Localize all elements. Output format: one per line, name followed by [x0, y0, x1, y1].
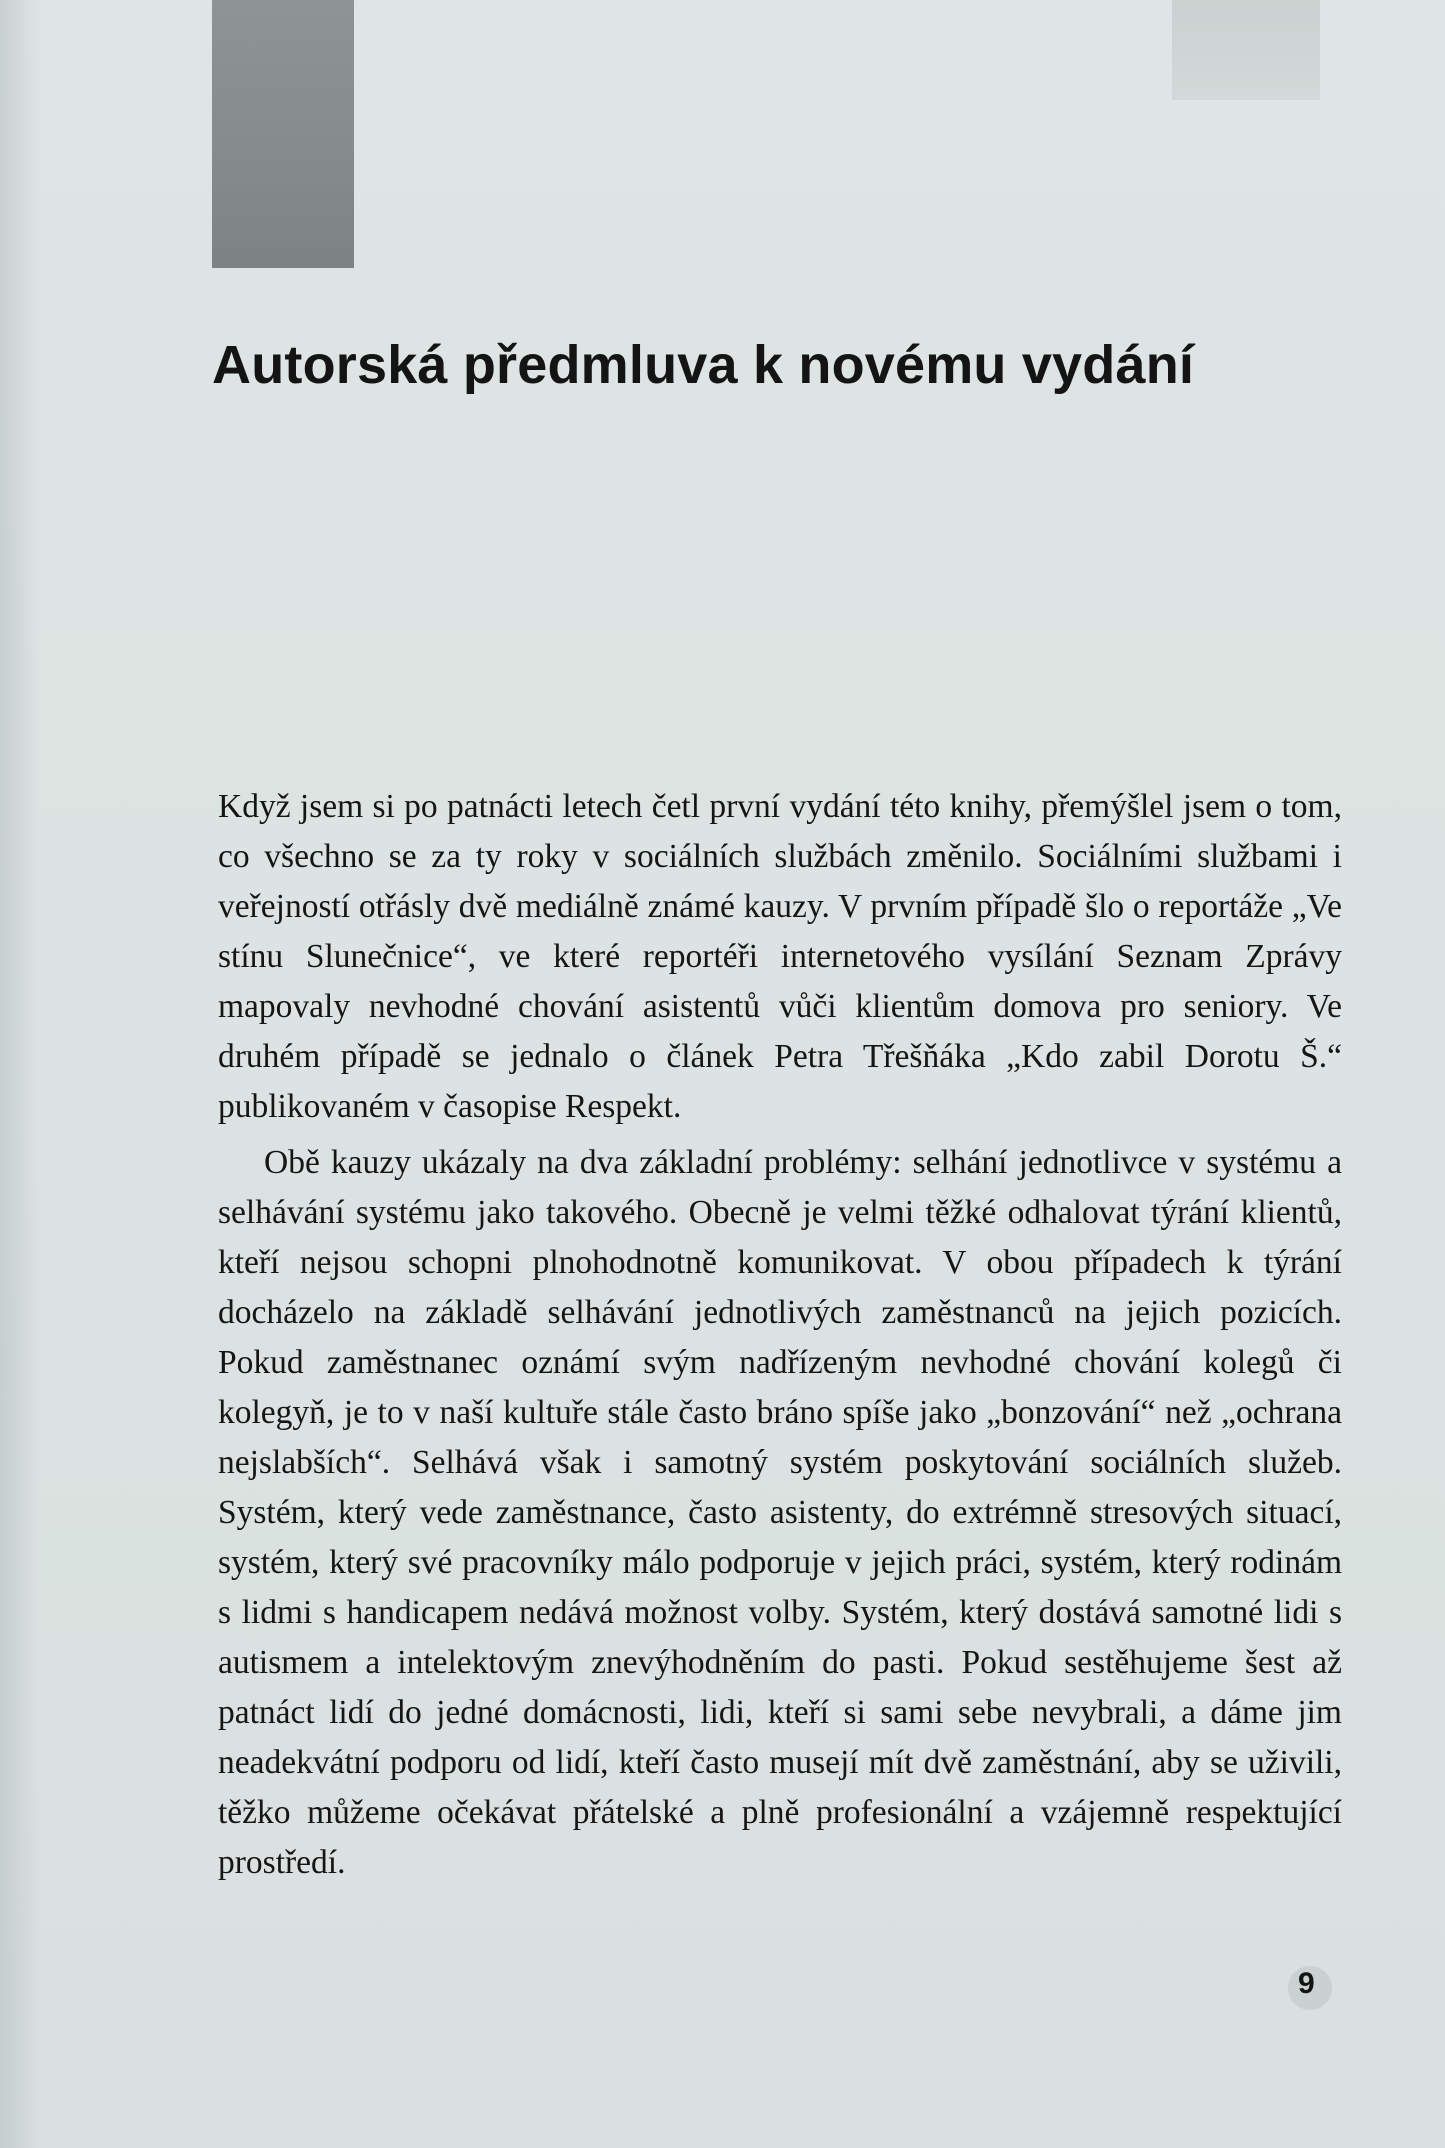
paragraph-1: Když jsem si po patnácti letech četl první vydání této knihy, přemýšlel jsem o tom, co všechno se za ty roky v sociálních službách změnilo. Sociálními službami i veřejností otřásly dvě mediálně známé kauzy. V prvním případě šlo o reportáže „Ve stínu Slunečnice“, ve které reportéři internetového vysílání Seznam Zprávy mapovaly nevhodné chování asistentů vůči klientům domova pro seniory. Ve druhém případě se jednalo o článek Petra Třešňáka „Kdo zabil Dorotu Š.“ publikovaném v časopise Respekt.	[218, 788, 1342, 1125]
page-number: 9	[1298, 1967, 1315, 2000]
body-text	[218, 782, 1342, 1888]
chapter-title: Autorská předmluva k novému vydání	[212, 335, 1195, 395]
page-corner-decoration	[1172, 0, 1320, 100]
chapter-marker-bar	[212, 0, 354, 268]
page-edge-shadow	[0, 0, 40, 2148]
paragraph-2: Obě kauzy ukázaly na dva základní problémy: selhání jednotlivce v systému a selhávání systému jako takového. Obecně je velmi těžké odhalovat týrání klientů, kteří nejsou schopni plnohodnotně komunikovat. V obou případech k týrání docházelo na základě selhávání jednotlivých zaměstnanců na jejich pozicích. Pokud zaměstnanec oznámí svým nadřízeným nevhodné chování kolegů či kolegyň, je to v naší kultuře stále často bráno spíše jako „bonzování“ než „ochrana nejslabších“. Selhává však i samotný systém poskytování sociálních služeb. Systém, který vede zaměstnance, často asistenty, do extrémně stresových situací, systém, který své pracovníky málo podporuje v jejich práci, systém, který rodinám s lidmi s handicapem nedává možnost volby. Systém, který dostává samotné lidi s autismem a intelektovým znevýhodněním do pasti. Pokud sestěhujeme šest až patnáct lidí do jedné domácnosti, lidi, kteří si sami sebe nevybrali, a dáme jim neadekvátní podporu od lidí, kteří často musejí mít dvě zaměstnání, aby se uživili, těžko můžeme očekávat přátelské a plně profesionální a vzájemně respektující prostředí.	[218, 1144, 1342, 1881]
